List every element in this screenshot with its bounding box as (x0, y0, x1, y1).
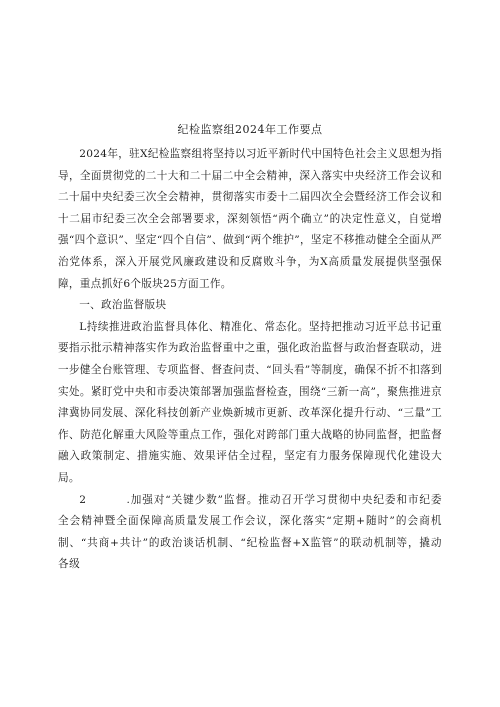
document-body (58, 144, 442, 576)
item-2-text: .加强对“关键少数”监督。推动召开学习贯彻中央纪委和市纪委全会精神暨全面保障高质量发展工作会议，深化落实“定期+随时”的会商机制、“共商+共计”的政治谈话机制、“纪检监督+X监管”的联动机制等，撬动各级 (58, 493, 442, 571)
section-heading: 一、政治监督版块 (79, 299, 167, 312)
item-2-number: 2 (79, 493, 87, 506)
intro-paragraph: 2024年，驻X纪检监察组将坚持以习近平新时代中国特色社会主义思想为指导，全面贯彻党的二十大和二十届二中全会精神，深入落实中央经济工作会议和二十届中央纪委三次全会精神，贯彻落实市委十二届四次全会暨经济工作会议和十二届市纪委三次全会部署要求，深刻领悟“两个确立”的决定性意义，自觉增强“四个意识”、坚定“四个自信”、做到“两个维护”，坚定不移推动健全全面从严治党体系，深入开展党风廉政建设和反腐败斗争，为X高质量发展提供坚强保障，重点抓好6个版块25方面工作。 (58, 148, 442, 290)
section-paragraph: L持续推进政治监督具体化、精准化、常态化。坚持把推动习近平总书记重要指示批示精神落实作为政治监督重中之重，强化政治监督与政治督查联动，进一步健全台账管理、专项监督、督查问责、“回头看”等制度，确保不折不扣落到实处。紧盯党中央和市委决策部署加强监督检查，围绕“三新一高”，聚焦推进京津冀协同发展、深化科技创新产业焕新城市更新、改革深化提升行动、“三量”工作、防范化解重大风险等重点工作，强化对跨部门重大战略的协同监督，把监督融入政策制定、措施实施、效果评估全过程，坚定有力服务保障现代化建设大局。 (58, 320, 442, 484)
item-2-paragraph (58, 490, 442, 576)
document-title: 纪检监察组2024年工作要点 (177, 123, 323, 136)
